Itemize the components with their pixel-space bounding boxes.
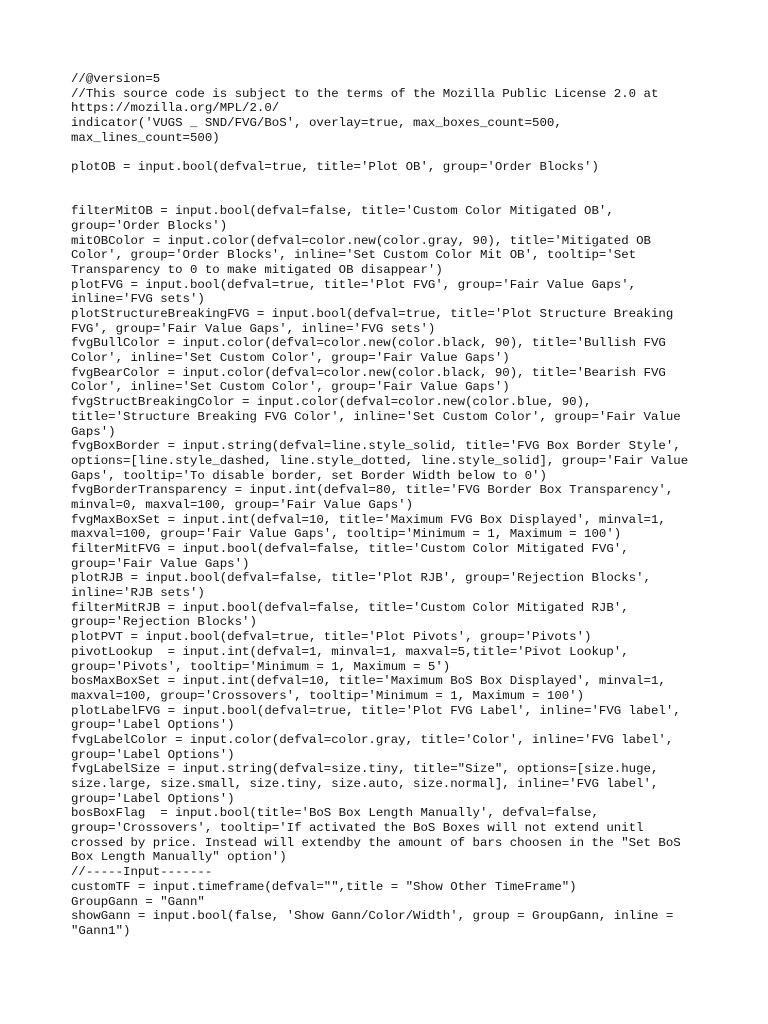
code-line: "Gann1") [71,923,131,938]
code-line: bosBoxFlag = input.bool(title='BoS Box Length Manually', defval=false, [71,806,599,821]
code-line: pivotLookup = input.int(defval=1, minval=1, maxval=5,title='Pivot Lookup', [71,644,629,659]
code-line: Gaps', tooltip='To disable border, set Border Width below to 0') [71,468,547,483]
code-line: plotLabelFVG = input.bool(defval=true, title='Plot FVG Label', inline='FVG label', [71,703,681,718]
code-line: group='Pivots', tooltip='Minimum = 1, Maximum = 5') [71,659,451,674]
code-line [71,175,731,190]
code-line: plotStructureBreakingFVG = input.bool(defval=true, title='Plot Structure Breaking [71,307,674,321]
code-line: group='Label Options') [71,791,235,806]
code-line: mitOBColor = input.color(defval=color.new(color.gray, 90), title='Mitigated OB [71,233,651,248]
code-line: maxval=100, group='Crossovers', tooltip='Minimum = 1, Maximum = 100') [71,688,585,703]
code-line: size.large, size.small, size.tiny, size.auto, size.normal], inline='FVG label', [71,777,659,791]
code-line: group='Crossovers', tooltip='If activated the BoS Boxes will not extend unitl [71,821,644,836]
code-line: Transparency to 0 to make mitigated OB disappear') [71,262,443,277]
code-line: minval=0, maxval=100, group='Fair Value Gaps') [71,497,414,512]
code-line: //@version=5 [71,72,161,86]
code-line: Gaps') [71,424,116,439]
code-line: Color', group='Order Blocks', inline='Set Custom Color Mit OB', tooltip='Set [71,248,637,263]
code-line: inline='RJB sets') [71,586,205,601]
code-line [71,145,731,160]
code-line: fvgLabelColor = input.color(defval=color.gray, title='Color', inline='FVG label', [71,732,674,747]
code-line: group='Fair Value Gaps') [71,556,250,571]
code-line: fvgLabelSize = input.string(defval=size.tiny, title="Size", options=[size.huge, [71,762,659,777]
code-line: group='Rejection Blocks') [71,615,257,630]
code-line: options=[line.style_dashed, line.style_dotted, line.style_solid], group='Fair Value [71,453,689,468]
code-line: group='Label Options') [71,747,235,762]
code-line: plotOB = input.bool(defval=true, title='Plot OB', group='Order Blocks') [71,160,599,175]
code-line: group='Order Blocks') [71,218,228,233]
code-line: plotFVG = input.bool(defval=true, title='Plot FVG', group='Fair Value Gaps', [71,277,637,292]
code-line: fvgBorderTransparency = input.int(defval=80, title='FVG Border Box Transparency', [71,483,674,498]
code-line: //This source code is subject to the terms of the Mozilla Public License 2.0 at [71,86,659,101]
code-line: filterMitFVG = input.bool(defval=false, title='Custom Color Mitigated FVG', [71,542,629,556]
code-line: inline='FVG sets') [71,292,205,307]
code-line: fvgBearColor = input.color(defval=color.new(color.black, 90), title='Bearish FVG [71,365,666,380]
code-line: max_lines_count=500) [71,130,220,145]
code-line: //-----Input------- [71,865,213,880]
code-line: Box Length Manually" option') [71,850,287,865]
code-line: title='Structure Breaking FVG Color', inline='Set Custom Color', group='Fair Value [71,409,681,424]
code-line: plotPVT = input.bool(defval=true, title='Plot Pivots', group='Pivots') [71,630,592,645]
code-line: customTF = input.timeframe(defval="",title = "Show Other TimeFrame") [71,879,577,894]
code-line: Color', inline='Set Custom Color', group='Fair Value Gaps') [71,380,510,395]
code-line: fvgMaxBoxSet = input.int(defval=10, title='Maximum FVG Box Displayed', minval=1, [71,512,666,527]
code-line: fvgStructBreakingColor = input.color(defval=color.new(color.blue, 90), [71,395,592,410]
code-line: maxval=100, group='Fair Value Gaps', tooltip='Minimum = 1, Maximum = 100') [71,527,622,542]
code-line: filterMitRJB = input.bool(defval=false, title='Custom Color Mitigated RJB', [71,600,629,615]
code-line: showGann = input.bool(false, 'Show Gann/Color/Width', group = GroupGann, inline = [71,909,674,924]
code-line: plotRJB = input.bool(defval=false, title='Plot RJB', group='Rejection Blocks', [71,571,651,586]
code-line [71,190,731,205]
code-line: indicator('VUGS _ SND/FVG/BoS', overlay=true, max_boxes_count=500, [71,116,562,131]
code-line: fvgBoxBorder = input.string(defval=line.style_solid, title='FVG Box Border Style', [71,439,681,454]
code-line: GroupGann = "Gann" [71,894,205,909]
code-line: https://mozilla.org/MPL/2.0/ [71,101,280,116]
code-line: group='Label Options') [71,718,235,733]
code-line: fvgBullColor = input.color(defval=color.new(color.black, 90), title='Bullish FVG [71,336,666,351]
code-line: filterMitOB = input.bool(defval=false, title='Custom Color Mitigated OB', [71,204,614,219]
code-line: Color', inline='Set Custom Color', group='Fair Value Gaps') [71,351,510,366]
code-line: crossed by price. Instead will extendby the amount of bars choosen in the "Set BoS [71,835,681,850]
code-line: FVG', group='Fair Value Gaps', inline='FVG sets') [71,321,436,336]
source-code-block [71,72,731,939]
code-line: bosMaxBoxSet = input.int(defval=10, title='Maximum BoS Box Displayed', minval=1, [71,674,666,689]
